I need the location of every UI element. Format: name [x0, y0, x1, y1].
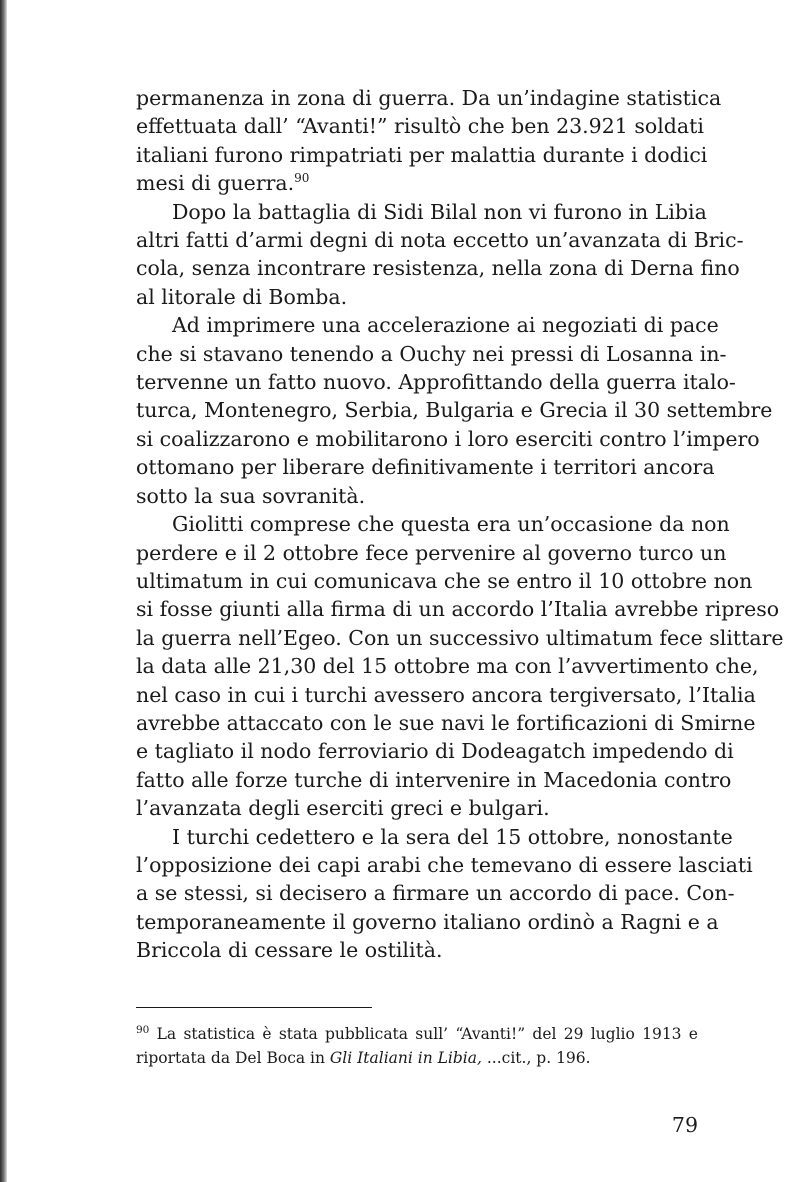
text-line: fatto alle forze turche di intervenire in Macedonia contro — [136, 767, 732, 792]
text-line: sotto la sua sovranità. — [136, 483, 366, 508]
paragraph-3 — [136, 311, 773, 510]
book-spine-edge — [0, 0, 7, 1182]
footnote-divider — [136, 1007, 372, 1008]
text-line: temporaneamente il governo italiano ordinò a Ragni e a — [136, 909, 719, 934]
footnote-text: La statistica è stata pubblicata sull’ “Avanti!” del 29 luglio 1913 e — [156, 1025, 698, 1043]
text-line: nel caso in cui i turchi avessero ancora tergiversato, l’Italia — [136, 682, 756, 707]
text-line: Dopo la battaglia di Sidi Bilal non vi furono in Libia — [172, 199, 707, 224]
text-line: la guerra nell’Egeo. Con un successivo ultimatum fece slittare — [136, 625, 784, 650]
paragraph-4 — [136, 510, 784, 822]
text-line: perdere e il 2 ottobre fece pervenire al governo turco un — [136, 540, 727, 565]
text-line: altri fatti d’armi degni di nota eccetto un’avanzata di Bric- — [136, 228, 744, 253]
text-line: italiani furono rimpatriati per malattia durante i dodici — [136, 142, 708, 167]
page-number: 79 — [671, 1113, 698, 1137]
text-line: Giolitti comprese che questa era un’occasione da non — [172, 512, 730, 537]
text-line-last — [136, 169, 698, 197]
footnote-text: riportata da Del Boca in — [136, 1049, 330, 1067]
text-line: che si stavano tenendo a Ouchy nei pressi di Losanna in- — [136, 341, 727, 366]
paragraph-5 — [136, 823, 753, 965]
text-line-content: mesi di guerra. — [136, 171, 295, 196]
footnote-line-1 — [136, 1022, 698, 1046]
text-line: Ad imprimere una accelerazione ai negoziati di pace — [172, 313, 719, 338]
footnote-reference: 90 — [294, 171, 310, 186]
footnote-number: 90 — [136, 1024, 150, 1036]
text-line: tervenne un fatto nuovo. Approfittando della guerra italo- — [136, 370, 736, 395]
text-line: ultimatum in cui comunicava che se entro il 10 ottobre non — [136, 568, 753, 593]
footnote-text: ...cit., p. 196. — [481, 1049, 591, 1067]
text-line: e tagliato il nodo ferroviario di Dodeagatch impedendo di — [136, 739, 734, 764]
text-line: la data alle 21,30 del 15 ottobre ma con l’avvertimento che, — [136, 654, 759, 679]
text-line: al litorale di Bomba. — [136, 284, 348, 309]
text-line: permanenza in zona di guerra. Da un’indagine statistica — [136, 86, 722, 110]
paragraph-2 — [136, 198, 744, 312]
text-line: Briccola di cessare le ostilità. — [136, 938, 443, 963]
footnote — [136, 1022, 698, 1070]
text-line: l’avanzata degli eserciti greci e bulgari. — [136, 796, 550, 821]
body-text — [136, 84, 784, 965]
text-line: si coalizzarono e mobilitarono i loro eserciti contro l’impero — [136, 426, 760, 451]
text-line: I turchi cedettero e la sera del 15 ottobre, nonostante — [172, 824, 733, 849]
text-line: effettuata dall’ “Avanti!” risultò che ben 23.921 soldati — [136, 114, 704, 139]
text-line: cola, senza incontrare resistenza, nella zona di Derna fino — [136, 256, 740, 281]
text-line: avrebbe attaccato con le sue navi le fortificazioni di Smirne — [136, 710, 756, 735]
paragraph-1 — [136, 84, 722, 198]
text-line: turca, Montenegro, Serbia, Bulgaria e Grecia il 30 settembre — [136, 398, 773, 423]
text-line: si fosse giunti alla firma di un accordo l’Italia avrebbe ripreso — [136, 597, 780, 622]
text-line: ottomano per liberare definitivamente i territori ancora — [136, 455, 715, 480]
text-line: l’opposizione dei capi arabi che temevano di essere lasciati — [136, 852, 753, 877]
text-line: a se stessi, si decisero a firmare un accordo di pace. Con- — [136, 881, 735, 906]
cited-work-title: Gli Italiani in Libia, — [329, 1049, 482, 1067]
footnote-line-2 — [136, 1046, 698, 1070]
